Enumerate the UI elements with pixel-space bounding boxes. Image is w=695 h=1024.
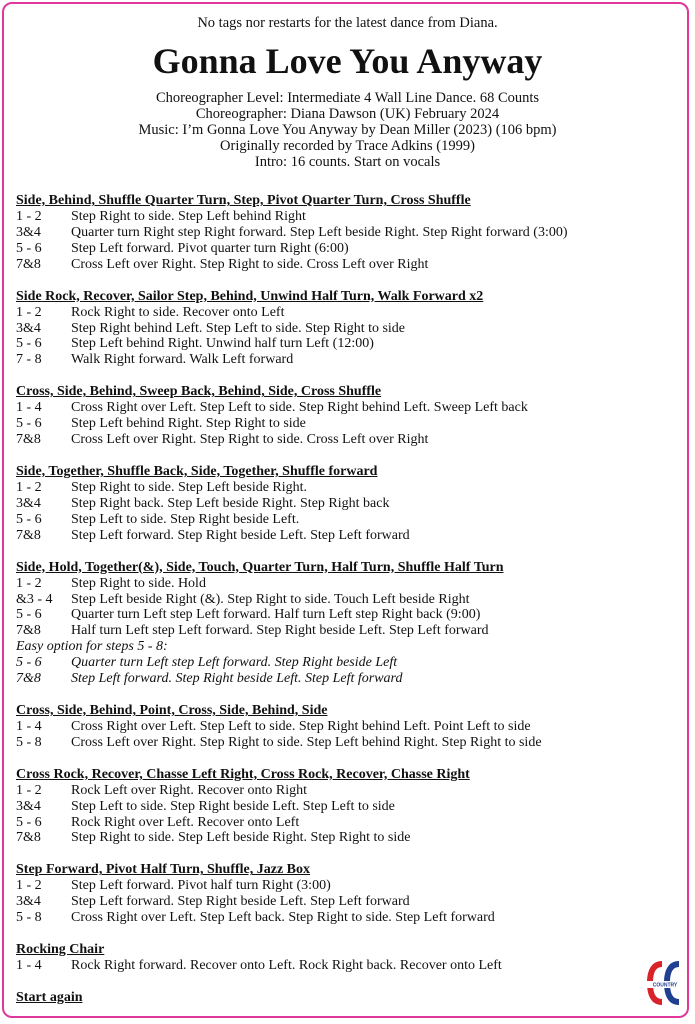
step-description: Walk Right forward. Walk Left forward: [71, 352, 294, 368]
step-row: [16, 655, 686, 671]
step-count: 3&4: [16, 798, 41, 814]
step-count: 1 - 2: [16, 575, 42, 591]
step-row: [16, 576, 686, 592]
step-description: Rock Right over Left. Recover onto Left: [71, 814, 300, 830]
section-title: Rocking Chair: [16, 942, 105, 958]
step-row: [16, 305, 686, 321]
step-description: Step Right behind Left. Step Left to side. Step Right to side: [71, 320, 406, 336]
step-count: 7&8: [16, 830, 41, 846]
step-description: Cross Left over Right. Step Right to side. Cross Left over Right: [71, 432, 429, 448]
step-description: Step Left forward. Pivot half turn Right (3:00): [71, 878, 331, 894]
step-description: Cross Left over Right. Step Right to side. Cross Left over Right: [71, 256, 429, 272]
step-description: Cross Left over Right. Step Right to side. Step Left behind Right. Step Right to side: [71, 734, 542, 750]
step-count: 5 - 6: [16, 655, 42, 671]
step-row: [16, 416, 686, 432]
step-row: [16, 830, 686, 846]
meta-line: Intro: 16 counts. Start on vocals: [254, 154, 441, 170]
step-row: [16, 799, 686, 815]
step-count: 7&8: [16, 432, 41, 448]
section: [16, 289, 686, 369]
step-description: Step Left to side. Step Right beside Left. Step Left to side: [71, 798, 395, 814]
step-row: [16, 257, 686, 273]
tagline: No tags nor restarts for the latest dance from Diana.: [197, 15, 498, 31]
step-row: [16, 352, 686, 368]
step-description: Step Right back. Step Left beside Right. Step Right back: [71, 495, 390, 511]
section-title: Cross, Side, Behind, Sweep Back, Behind, Side, Cross Shuffle: [16, 384, 382, 400]
step-description: Step Left beside Right (&). Step Right to side. Touch Left beside Right: [71, 591, 470, 607]
section: [16, 560, 686, 687]
step-row: [16, 671, 686, 687]
step-description: Rock Left over Right. Recover onto Right: [71, 782, 308, 798]
step-row: [16, 400, 686, 416]
step-description: Step Left behind Right. Step Right to side: [71, 416, 306, 432]
step-description: Quarter turn Right step Right forward. Step Left beside Right. Step Right forward (3:00): [71, 224, 568, 240]
step-description: Rock Right forward. Recover onto Left. Rock Right back. Recover onto Left: [71, 958, 502, 974]
section-title: Side, Behind, Shuffle Quarter Turn, Step, Pivot Quarter Turn, Cross Shuffle: [16, 193, 471, 208]
step-row: [16, 209, 686, 225]
meta-line: Choreographer: Diana Dawson (UK) February 2024: [195, 106, 500, 122]
step-row: [16, 528, 686, 544]
step-row: [16, 735, 686, 751]
step-row: [16, 878, 686, 894]
section: [16, 862, 686, 926]
easy-option-note: Easy option for steps 5 - 8:: [16, 639, 168, 655]
step-sheet: [16, 193, 686, 1006]
step-description: Step Left forward. Step Right beside Left. Step Left forward: [71, 527, 410, 543]
step-row: [16, 894, 686, 910]
step-count: 5 - 6: [16, 511, 42, 527]
step-count: 1 - 4: [16, 400, 42, 416]
step-count: 5 - 8: [16, 734, 42, 750]
step-count: 1 - 4: [16, 718, 42, 734]
step-count: 1 - 2: [16, 479, 42, 495]
step-count: 7&8: [16, 671, 41, 687]
step-description: Half turn Left step Left forward. Step Right beside Left. Step Left forward: [71, 623, 489, 639]
step-description: Rock Right to side. Recover onto Left: [71, 304, 285, 320]
step-description: Step Right to side. Step Left beside Right. Step Right to side: [71, 830, 411, 846]
step-count: 7 - 8: [16, 352, 42, 368]
step-description: Quarter turn Left step Left forward. Step Right beside Left: [71, 655, 398, 671]
step-row: [16, 719, 686, 735]
step-description: Step Left forward. Step Right beside Left. Step Left forward: [71, 894, 410, 910]
step-row: [16, 241, 686, 257]
step-count: 5 - 6: [16, 336, 42, 352]
step-count: 3&4: [16, 894, 41, 910]
step-row: [16, 623, 686, 639]
meta-line: Originally recorded by Trace Adkins (1999): [220, 138, 475, 154]
step-description: Step Left forward. Step Right beside Left. Step Left forward: [71, 671, 403, 687]
section: [16, 384, 686, 448]
step-description: Step Right to side. Step Left beside Right.: [71, 479, 308, 495]
step-row: [16, 432, 686, 448]
step-description: Step Right to side. Step Left behind Right: [71, 209, 306, 224]
step-row: [16, 512, 686, 528]
dance-title: Gonna Love You Anyway: [152, 41, 543, 81]
meta-line: Choreographer Level: Intermediate 4 Wall Line Dance. 68 Counts: [155, 90, 540, 106]
step-count: 1 - 4: [16, 958, 42, 974]
step-description: Cross Right over Left. Step Left to side. Step Right behind Left. Point Left to side: [71, 718, 531, 734]
step-description: Cross Right over Left. Step Left back. Step Right to side. Step Left forward: [71, 910, 495, 926]
section-title: Side, Together, Shuffle Back, Side, Together, Shuffle forward: [16, 463, 378, 479]
step-row: [16, 958, 686, 974]
section: [16, 703, 686, 751]
start-again-footer: Start again: [16, 990, 83, 1005]
step-count: 7&8: [16, 623, 41, 639]
section: [16, 464, 686, 544]
step-count: 5 - 8: [16, 910, 42, 926]
step-description: Step Right to side. Hold: [71, 575, 206, 591]
section: [16, 942, 686, 974]
step-count: 7&8: [16, 527, 41, 543]
step-count: 5 - 6: [16, 416, 42, 432]
section-title: Side Rock, Recover, Sailor Step, Behind, Unwind Half Turn, Walk Forward x2: [16, 288, 484, 304]
section-title: Cross, Side, Behind, Point, Cross, Side, Behind, Side: [16, 702, 328, 718]
step-count: &3 - 4: [16, 591, 53, 607]
step-description: Step Left to side. Step Right beside Left.: [71, 511, 300, 527]
section: [16, 193, 686, 273]
step-count: 3&4: [16, 320, 41, 336]
header: [0, 14, 695, 170]
step-count: 5 - 6: [16, 607, 42, 623]
step-count: 1 - 2: [16, 304, 42, 320]
step-description: Step Left behind Right. Unwind half turn Left (12:00): [71, 336, 374, 352]
step-row: [16, 321, 686, 337]
step-count: 1 - 2: [16, 782, 42, 798]
svg-text:COUNTRY: COUNTRY: [652, 982, 678, 989]
step-count: 5 - 6: [16, 240, 42, 256]
step-count: 3&4: [16, 495, 41, 511]
step-row: [16, 815, 686, 831]
section-title: Cross Rock, Recover, Chasse Left Right, Cross Rock, Recover, Chasse Right: [16, 766, 470, 782]
section-title: Side, Hold, Together(&), Side, Touch, Quarter Turn, Half Turn, Shuffle Half Turn: [16, 559, 504, 575]
step-row: [16, 480, 686, 496]
step-description: Cross Right over Left. Step Left to side. Step Right behind Left. Sweep Left back: [71, 400, 528, 416]
step-description: Step Left forward. Pivot quarter turn Right (6:00): [71, 240, 349, 256]
section: [16, 767, 686, 847]
step-row: [16, 910, 686, 926]
step-row: [16, 336, 686, 352]
step-row: [16, 607, 686, 623]
step-count: 1 - 2: [16, 209, 42, 224]
step-count: 3&4: [16, 224, 41, 240]
step-description: Quarter turn Left step Left forward. Half turn Left step Right back (9:00): [71, 607, 481, 623]
section-title: Step Forward, Pivot Half Turn, Shuffle, Jazz Box: [16, 862, 311, 878]
step-count: 7&8: [16, 256, 41, 272]
cc-logo-icon: [643, 955, 687, 1011]
step-row: [16, 783, 686, 799]
step-count: 1 - 2: [16, 878, 42, 894]
step-count: 5 - 6: [16, 814, 42, 830]
step-row: [16, 592, 686, 608]
step-row: [16, 496, 686, 512]
step-row: [16, 225, 686, 241]
meta-line: Music: I’m Gonna Love You Anyway by Dean Miller (2023) (106 bpm): [138, 122, 557, 138]
